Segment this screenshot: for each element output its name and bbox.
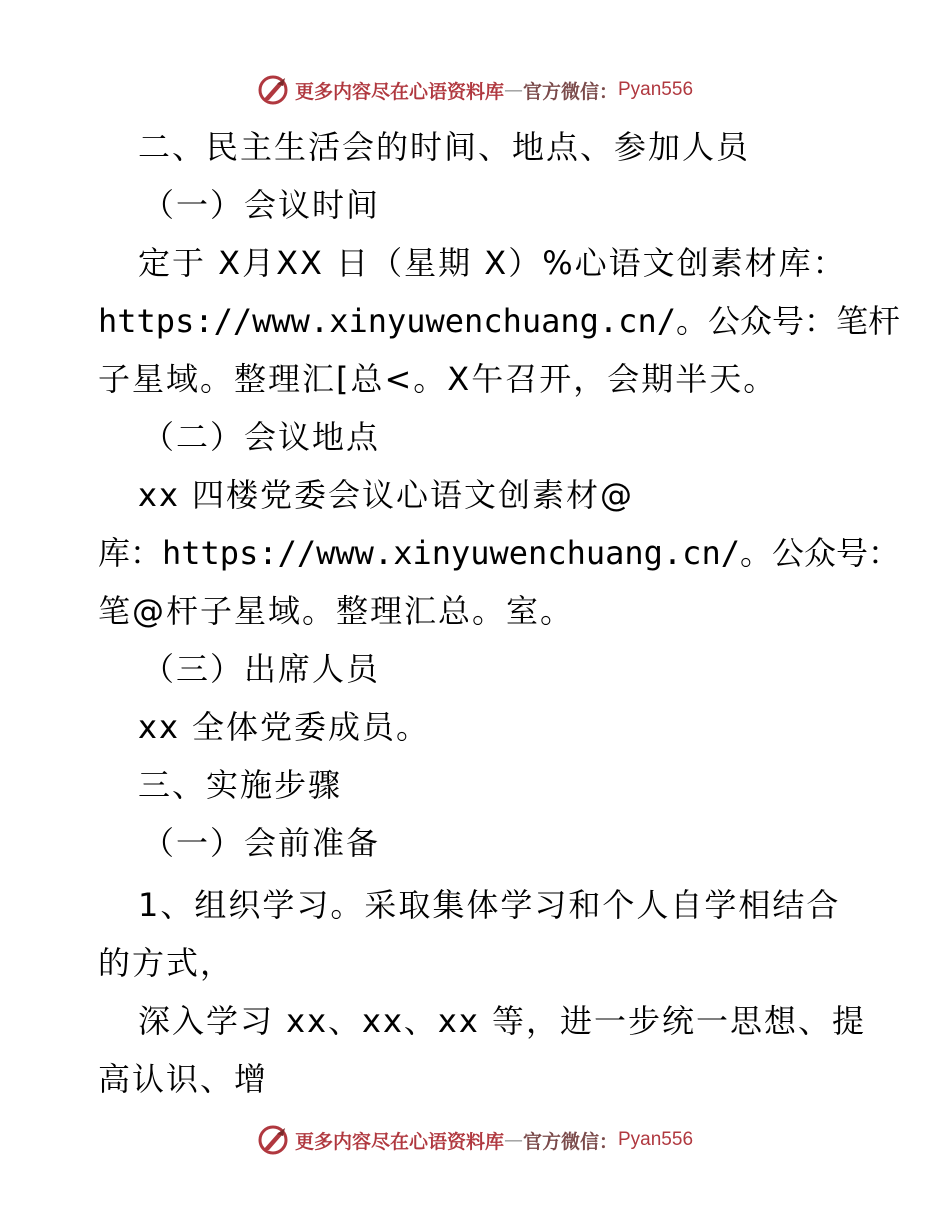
- subsection-heading: （一）会前准备: [142, 824, 381, 862]
- section-heading: 二、民主生活会的时间、地点、参加人员: [138, 128, 751, 166]
- subsection-heading: （二）会议地点: [142, 418, 381, 456]
- paragraph-line: 库：https://www.xinyuwenchuang.cn/。公众号：: [98, 534, 900, 572]
- banner-wechat-id: Pyan556: [618, 1129, 694, 1150]
- footer-banner: [0, 1120, 950, 1160]
- subsection-heading: （一）会议时间: [142, 186, 381, 224]
- paragraph-line: 笔@杆子星域。整理汇总。室。: [98, 592, 575, 630]
- banner-main-text: 更多内容尽在心语资料库: [294, 80, 504, 103]
- paragraph-line: xx 四楼党委会议心语文创素材@: [138, 476, 635, 514]
- section-heading: 三、实施步骤: [138, 766, 343, 804]
- banner-wechat-label: 官方微信：: [522, 80, 618, 103]
- banner-separator: —: [503, 1129, 523, 1151]
- banner-main-text: 更多内容尽在心语资料库: [294, 1130, 504, 1153]
- header-banner: [0, 70, 950, 110]
- subsection-heading: （三）出席人员: [142, 650, 381, 688]
- paragraph-line: 子星域。整理汇[总<。X午召开，会期半天。: [98, 360, 778, 398]
- quill-pen-logo-icon: [257, 1124, 289, 1156]
- banner-wechat-id: Pyan556: [618, 79, 694, 100]
- paragraph-line: 定于 X月XX 日（星期 X）%心语文创素材库：: [138, 244, 847, 282]
- banner-wechat-label: 官方微信：: [522, 1130, 618, 1153]
- paragraph-line: xx 全体党委成员。: [138, 708, 431, 746]
- quill-pen-logo-icon: [257, 74, 289, 106]
- paragraph-line: 1、组织学习。采取集体学习和个人自学相结合: [138, 886, 841, 924]
- paragraph-line: 的方式，: [98, 944, 235, 982]
- paragraph-line: 高认识、增: [98, 1060, 269, 1098]
- banner-separator: —: [503, 79, 523, 101]
- paragraph-line: https://www.xinyuwenchuang.cn/。公众号：笔杆: [98, 302, 900, 340]
- paragraph-line: 深入学习 xx、xx、xx 等，进一步统一思想、提: [138, 1002, 866, 1040]
